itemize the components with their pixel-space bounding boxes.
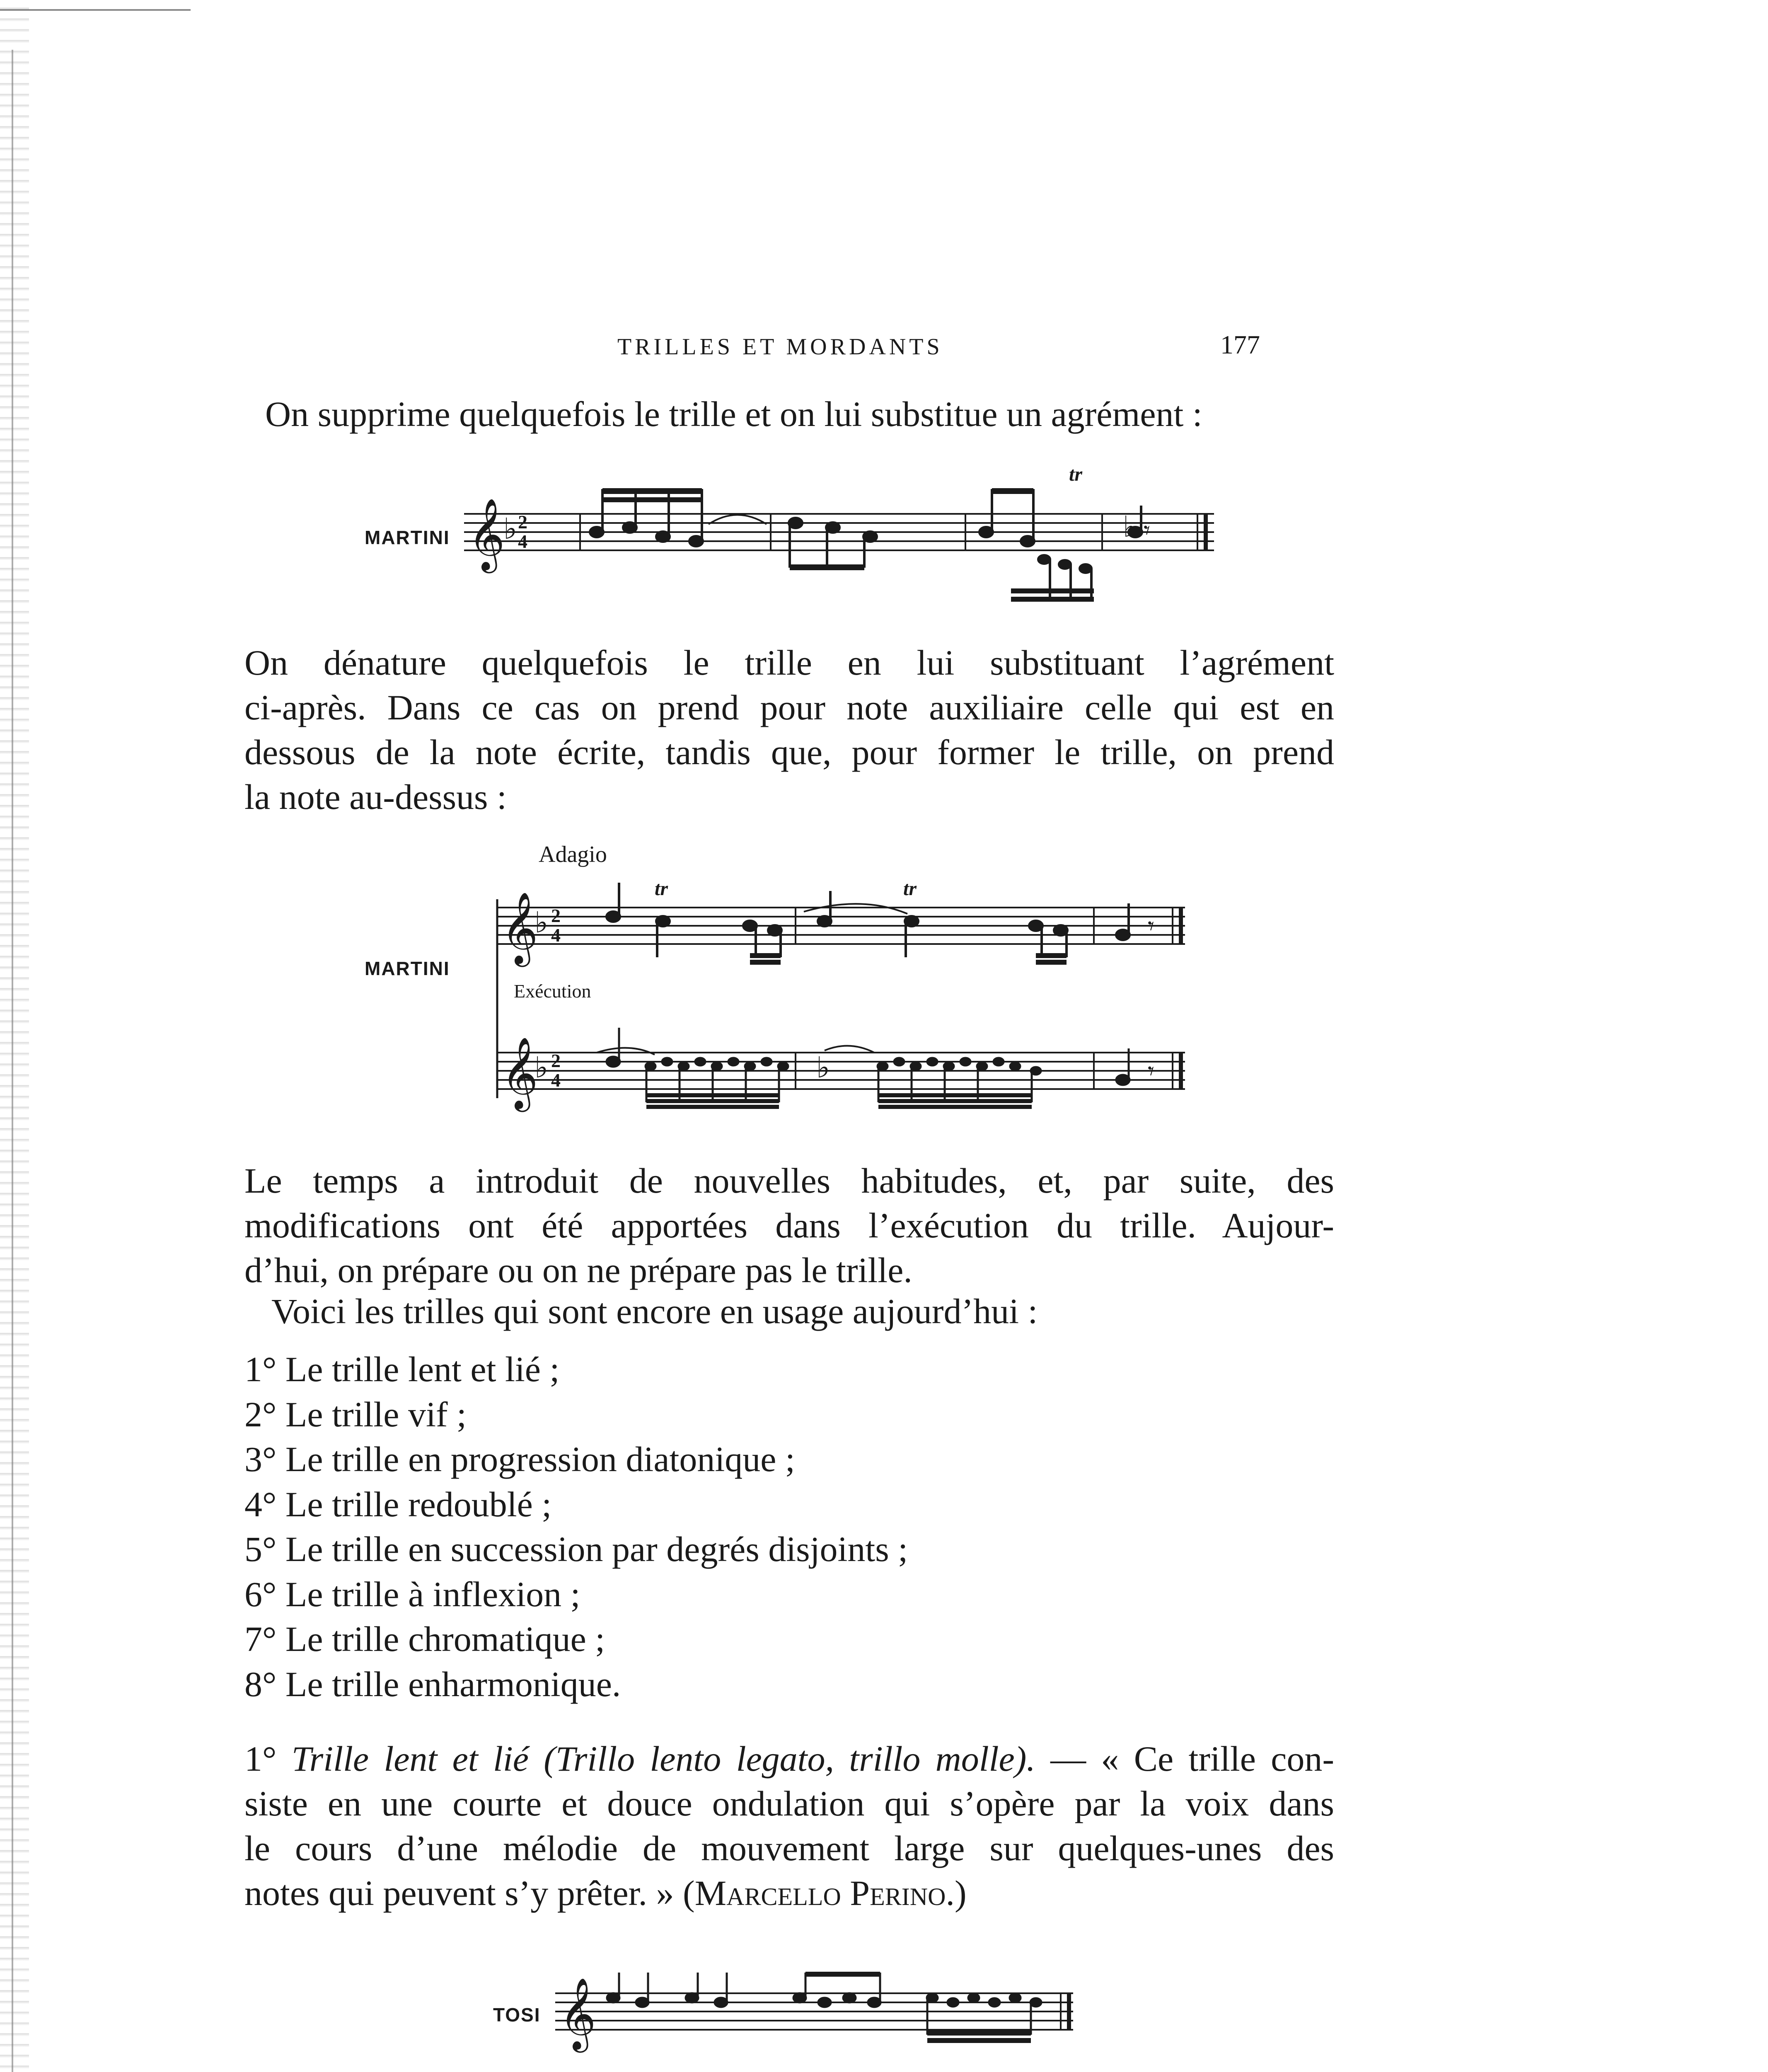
paragraph-line: ci-après. Dans ce cas on prend pour note auxiliaire celle qui est en xyxy=(244,687,1334,727)
paragraph-line: Le temps a introduit de nouvelles habitudes, et, par suite, des xyxy=(244,1161,1334,1201)
list-item: 6° Le trille à inflexion ; xyxy=(244,1574,580,1614)
treble-clef-icon: 𝄞 xyxy=(468,500,505,569)
tempo-marking: Adagio xyxy=(539,842,607,867)
list-item: 1° Le trille lent et lié ; xyxy=(244,1349,560,1389)
paragraph-temps xyxy=(244,1158,1334,1293)
running-title: TRILLES ET MORDANTS xyxy=(617,334,943,360)
paragraph-line: On dénature quelquefois le trille en lui substituant l’agrément xyxy=(244,643,1334,683)
paragraph-line: siste en une courte et douce ondulation qui s’opère par la voix dans xyxy=(244,1784,1334,1823)
paragraph-line: le cours d’une mélodie de mouvement large sur quelques-unes des xyxy=(244,1828,1334,1868)
paragraph-line: la note au-dessus : xyxy=(244,777,507,817)
section-number: 1° xyxy=(244,1739,277,1779)
paragraph-voici xyxy=(271,1289,1266,1334)
time-signature: 2 xyxy=(551,1050,561,1071)
svg-text:♭: ♭ xyxy=(1123,511,1137,543)
treble-clef-icon: 𝄞 xyxy=(559,1980,596,2048)
music-example-3 xyxy=(493,1964,1094,2064)
list-item: 2° Le trille vif ; xyxy=(244,1394,467,1434)
list-item: 8° Le trille enharmonique. xyxy=(244,1664,621,1704)
author-citation: Marcello Perino xyxy=(694,1873,946,1913)
paragraph-trille-lent xyxy=(244,1736,1334,1915)
trill-mark: tr xyxy=(1069,463,1083,485)
flat-icon: ♭ xyxy=(535,907,549,939)
staff-example-1 xyxy=(365,456,1235,622)
section-alt-names: (Trillo lento legato, trillo molle). xyxy=(544,1739,1035,1779)
list-item: 7° Le trille chromatique ; xyxy=(244,1619,605,1659)
treble-clef-icon: 𝄞 xyxy=(501,894,538,963)
svg-text:♭: ♭ xyxy=(816,1052,830,1084)
composer-label: TOSI xyxy=(493,2004,541,2026)
music-example-2 xyxy=(365,833,1235,1115)
svg-text:𝄾: 𝄾 xyxy=(1144,517,1150,544)
staff-example-3 xyxy=(493,1964,1094,2064)
svg-text:𝄾: 𝄾 xyxy=(1148,913,1154,940)
section-title: Trille lent et lié xyxy=(291,1739,529,1779)
paragraph-denature xyxy=(244,640,1334,819)
list-item: 4° Le trille redoublé ; xyxy=(244,1484,552,1524)
paragraph-line: dessous de la note écrite, tandis que, pour former le trille, on prend xyxy=(244,732,1334,772)
trill-mark: tr xyxy=(655,878,668,900)
trill-mark: tr xyxy=(903,878,917,900)
staff-example-2 xyxy=(365,833,1235,1115)
music-example-1 xyxy=(365,456,1235,622)
trill-types-list xyxy=(244,1347,1156,1706)
flat-icon: ♭ xyxy=(535,1052,549,1084)
list-item: 5° Le trille en succession par degrés disjoints ; xyxy=(244,1529,908,1569)
svg-text:4: 4 xyxy=(518,531,527,552)
time-signature: 2 xyxy=(518,511,527,533)
svg-text:4: 4 xyxy=(551,925,561,946)
composer-label: MARTINI xyxy=(365,527,450,548)
list-item: 3° Le trille en progression diatonique ; xyxy=(244,1439,795,1479)
paragraph-line: On supprime quelquefois le trille et on lui substitue un agrément : xyxy=(265,394,1202,434)
time-signature: 2 xyxy=(551,905,561,926)
svg-text:4: 4 xyxy=(551,1070,561,1091)
binding-shadow xyxy=(12,50,13,2072)
svg-text:𝄾: 𝄾 xyxy=(1148,1058,1154,1085)
scan-scratch-mark xyxy=(0,9,191,11)
flat-icon: ♭ xyxy=(503,513,518,545)
paragraph-line: 1° Trille lent et lié (Trillo lento legato, trillo molle). — « Ce trille con- xyxy=(244,1739,1334,1779)
paragraph-line: modifications ont été apportées dans l’exécution du trille. Aujour- xyxy=(244,1205,1334,1245)
composer-label: MARTINI xyxy=(365,958,450,979)
page-edge-scan-artifact xyxy=(0,0,29,2072)
paragraph-intro xyxy=(265,392,1326,436)
page-number: 177 xyxy=(1220,330,1260,359)
paragraph-line: Voici les trilles qui sont encore en usage aujourd’hui : xyxy=(271,1291,1038,1331)
execution-label: Exécution xyxy=(514,980,591,1002)
paragraph-line: d’hui, on prépare ou on ne prépare pas le trille. xyxy=(244,1250,912,1290)
paragraph-line: notes qui peuvent s’y prêter. » (Marcello Perino.) xyxy=(244,1873,967,1913)
treble-clef-icon: 𝄞 xyxy=(501,1039,538,1108)
